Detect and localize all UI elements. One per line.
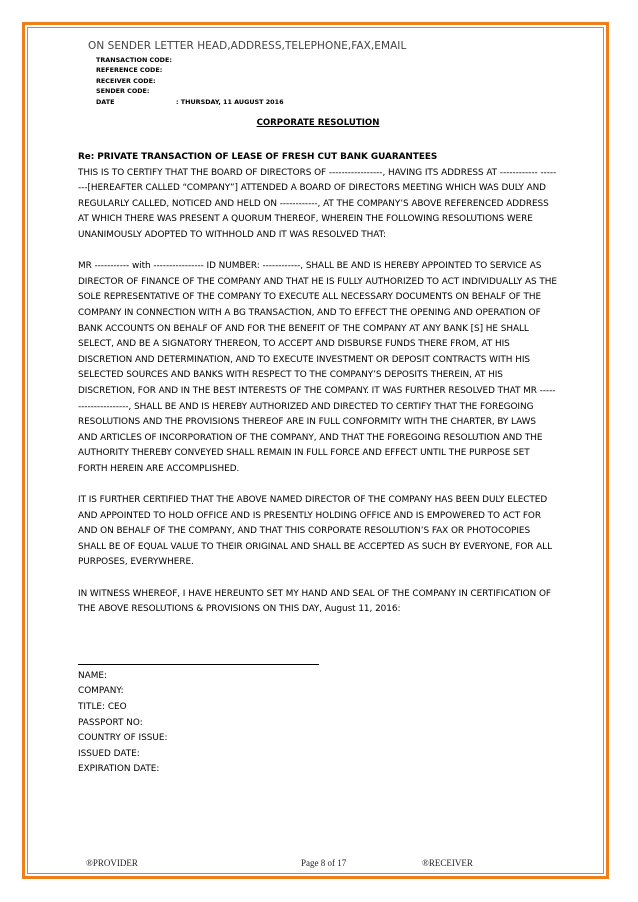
paragraph: IT IS FURTHER CERTIFIED THAT THE ABOVE NAMED DIRECTOR OF THE COMPANY HAS BEEN DULY ELECTED AND APPOINTED TO HOLD OFFICE AND IS PRESENTLY HOLDING OFFICE AND IS EMPOWERED TO ACT FOR AND ON BEHALF OF THE COMPANY, AND THAT THIS CORPORATE RESOLUTION’S FAX OR PHOTOCOPIES SHALL BE OF EQUAL VALUE TO THEIR ORIGINAL AND SHALL BE ACCEPTED AS SUCH BY EVERYONE, FOR ALL PURPOSES, EVERYWHERE.: [78, 495, 552, 568]
paragraph: MR ----------- with ---------------- ID NUMBER: ------------, SHALL BE AND IS HEREBY APPOINTED TO SERVICE AS DIRECTOR OF FINANCE OF THE COMPANY AND THAT HE IS FULLY AUTHORIZED TO ACT INDIVIDUALLY AS THE SOLE REPRESENTATIVE OF THE COMPANY TO EXECUTE ALL NECESSARY DOCUMENTS ON BEHALF OF THE COMPANY IN CONNECTION WITH A BG TRANSACTION, AND TO EFFECT THE OPENING AND OPERATION OF BANK ACCOUNTS ON BEHALF OF AND FOR THE BENEFIT OF THE COMPANY AT ANY BANK [S] HE SHALL SELECT, AND BE A SIGNATORY THEREON, TO ACCEPT AND DISBURSE FUNDS THERE FROM, AT HIS DISCRETION AND DETERMINATION, AND TO EXECUTE INVESTMENT OR DEPOSIT CONTRACTS WITH HIS SELECTED SOURCES AND BANKS WITH RESPECT TO THE COMPANY’S DEPOSITS THEREIN, AT HIS DISCRETION, FOR AND IN THE BEST INTERESTS OF THE COMPANY. IT WAS FURTHER RESOLVED THAT MR ---------------------, SHALL BE AND IS HEREBY AUTHORIZED AND DIRECTED TO CERTIFY THAT THE FOREGOING RESOLUTIONS AND THE PROVISIONS THEREOF ARE IN FULL CONFORMITY WITH THE CHARTER, BY LAWS AND ARTICLES OF INCORPORATION OF THE COMPANY, AND THAT THE FOREGOING RESOLUTION AND THE AUTHORITY THEREBY CONVEYED SHALL REMAIN IN FULL FORCE AND EFFECT UNTIL THE PURPOSE SET FORTH HEREIN ARE ACCOMPLISHED.: [78, 261, 557, 474]
code-row-receiver: [96, 76, 558, 86]
code-value: : THURSDAY, 11 AUGUST 2016: [176, 97, 284, 106]
document-title: CORPORATE RESOLUTION: [256, 118, 380, 129]
signature-field-issued: ISSUED DATE:: [78, 748, 140, 759]
letterhead-placeholder: ON SENDER LETTER HEAD,ADDRESS,TELEPHONE,FAX,EMAIL: [88, 40, 407, 52]
code-label: DATE: [96, 97, 115, 106]
page-number: Page 8 of 17: [301, 858, 347, 868]
signature-field-title: TITLE: CEO: [78, 702, 127, 713]
signature-line: [78, 664, 319, 665]
signature-block: [78, 669, 558, 778]
paragraph: IN WITNESS WHEREOF, I HAVE HEREUNTO SET MY HAND AND SEAL OF THE COMPANY IN CERTIFICATION OF THE ABOVE RESOLUTIONS & PROVISIONS ON THIS DAY, August 11, 2016:: [78, 588, 551, 615]
code-row-sender: [96, 86, 558, 96]
code-row-transaction: [96, 55, 558, 65]
code-label: TRANSACTION CODE:: [96, 56, 172, 64]
footer-receiver: ®RECEIVER: [422, 858, 473, 868]
subject-line: Re: PRIVATE TRANSACTION OF LEASE OF FRESH CUT BANK GUARANTEES: [78, 152, 438, 163]
code-row-reference: [96, 65, 558, 75]
code-row-date: [96, 97, 558, 107]
code-label: REFERENCE CODE:: [96, 66, 163, 75]
paragraph: THIS IS TO CERTIFY THAT THE BOARD OF DIRECTORS OF -----------------, HAVING ITS ADDRESS AT ------------ --------[HEREAFTER CALLED “COMPANY”] ATTENDED A BOARD OF DIRECTORS MEETING WHICH WAS DULY AND REGULARLY CALLED, NOTICED AND HELD ON ------------, AT THE COMPANY’S ABOVE REFERENCED ADDRESS AT WHICH THERE WAS PRESENT A QUORUM THEREOF, WHEREIN THE FOLLOWING RESOLUTIONS WERE UNANIMOUSLY ADOPTED TO WITHHOLD AND IT WAS RESOLVED THAT:: [78, 167, 557, 240]
signature-field-expiration: EXPIRATION DATE:: [78, 764, 160, 775]
signature-field-company: COMPANY:: [78, 686, 124, 697]
transaction-codes: [96, 55, 558, 107]
signature-field-name: NAME:: [78, 670, 107, 681]
document-content: [78, 40, 558, 778]
code-label: RECEIVER CODE:: [96, 76, 156, 85]
code-label: SENDER CODE:: [96, 87, 150, 96]
signature-field-passport: PASSPORT NO:: [78, 717, 143, 728]
signature-field-country: COUNTRY OF ISSUE:: [78, 733, 168, 744]
footer-provider: ®PROVIDER: [86, 858, 138, 868]
document-body: [78, 150, 558, 618]
